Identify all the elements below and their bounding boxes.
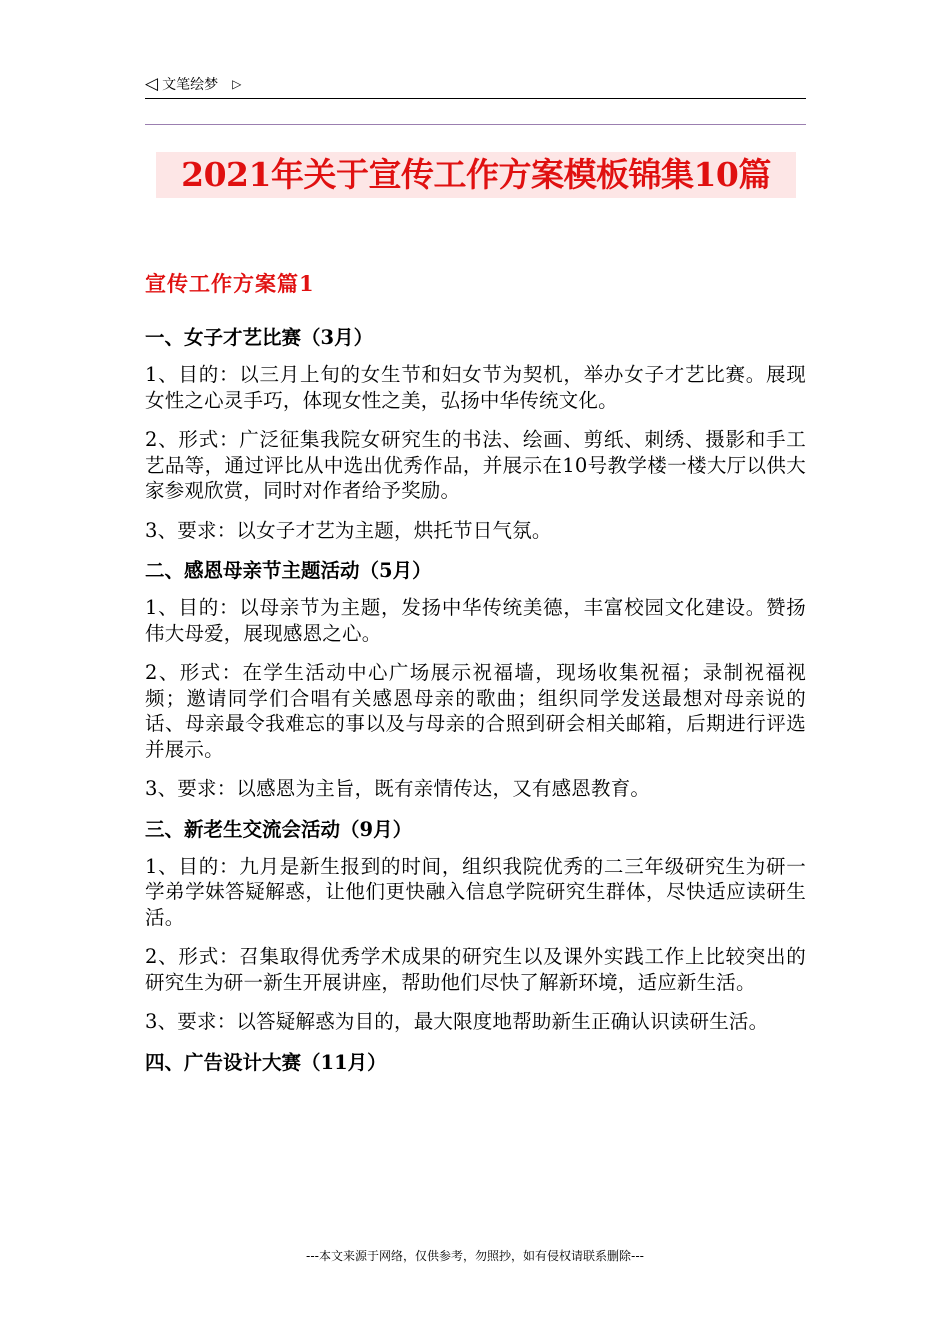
heading-student-exchange: 三、新老生交流会活动（9月） [145, 817, 413, 841]
header-divider [145, 98, 806, 99]
paragraph: 2、形式：广泛征集我院女研究生的书法、绘画、剪纸、刺绣、摄影和手工艺品等，通过评比从中选出优秀作品，并展示在10号教学楼一楼大厅以供大家参观欣赏，同时对作者给予奖励。 [145, 428, 806, 502]
paragraph: 1、目的：以母亲节为主题，发扬中华传统美德，丰富校园文化建设。赞扬伟大母爱，展现感恩之心。 [145, 596, 806, 645]
section-title: 宣传工作方案篇1 [145, 271, 315, 296]
heading-mothers-day: 二、感恩母亲节主题活动（5月） [145, 559, 432, 582]
paragraph: 1、目的：以三月上旬的女生节和妇女节为契机，举办女子才艺比赛。展现女性之心灵手巧，体现女性之美，弘扬中华传统文化。 [145, 363, 806, 412]
paragraph: 2、形式：在学生活动中心广场展示祝福墙，现场收集祝福；录制祝福视频；邀请同学们合唱有关感恩母亲的歌曲；组织同学发送最想对母亲说的话、母亲最令我难忘的事以及与母亲的合照到研会相关邮箱，后期进行评选并展示。 [145, 661, 806, 761]
footer-disclaimer: ---本文来源于网络，仅供参考，勿照抄，如有侵权请联系删除--- [306, 1249, 644, 1263]
paragraph: 1、目的：九月是新生报到的时间，组织我院优秀的二三年级研究生为研一学弟学妹答疑解惑，让他们更快融入信息学院研究生群体，尽快适应读研生活。 [145, 854, 806, 929]
triangle-left-icon: ◁ [145, 73, 159, 94]
paragraph: 3、要求：以女子才艺为主题，烘托节日气氛。 [145, 518, 552, 542]
heading-ad-design: 四、广告设计大赛（11月） [145, 1050, 387, 1074]
paragraph: 3、要求：以答疑解惑为目的，最大限度地帮助新生正确认识读研生活。 [145, 1010, 769, 1033]
heading-women-talent: 一、女子才艺比赛（3月） [145, 326, 374, 349]
paragraph: 3、要求：以感恩为主旨，既有亲情传达，又有感恩教育。 [145, 777, 651, 800]
header-brand [145, 74, 241, 94]
document-title: 2021年关于宣传工作方案模板锦集10篇 [156, 152, 796, 198]
triangle-right-icon: ▷ [232, 77, 242, 91]
header-divider-purple [145, 124, 806, 125]
brand-name: 文笔绘梦 [162, 77, 219, 93]
document-body [145, 268, 806, 1087]
paragraph: 2、形式：召集取得优秀学术成果的研究生以及课外实践工作上比较突出的研究生为研一新生开展讲座，帮助他们尽快了解新环境，适应新生活。 [145, 945, 806, 994]
